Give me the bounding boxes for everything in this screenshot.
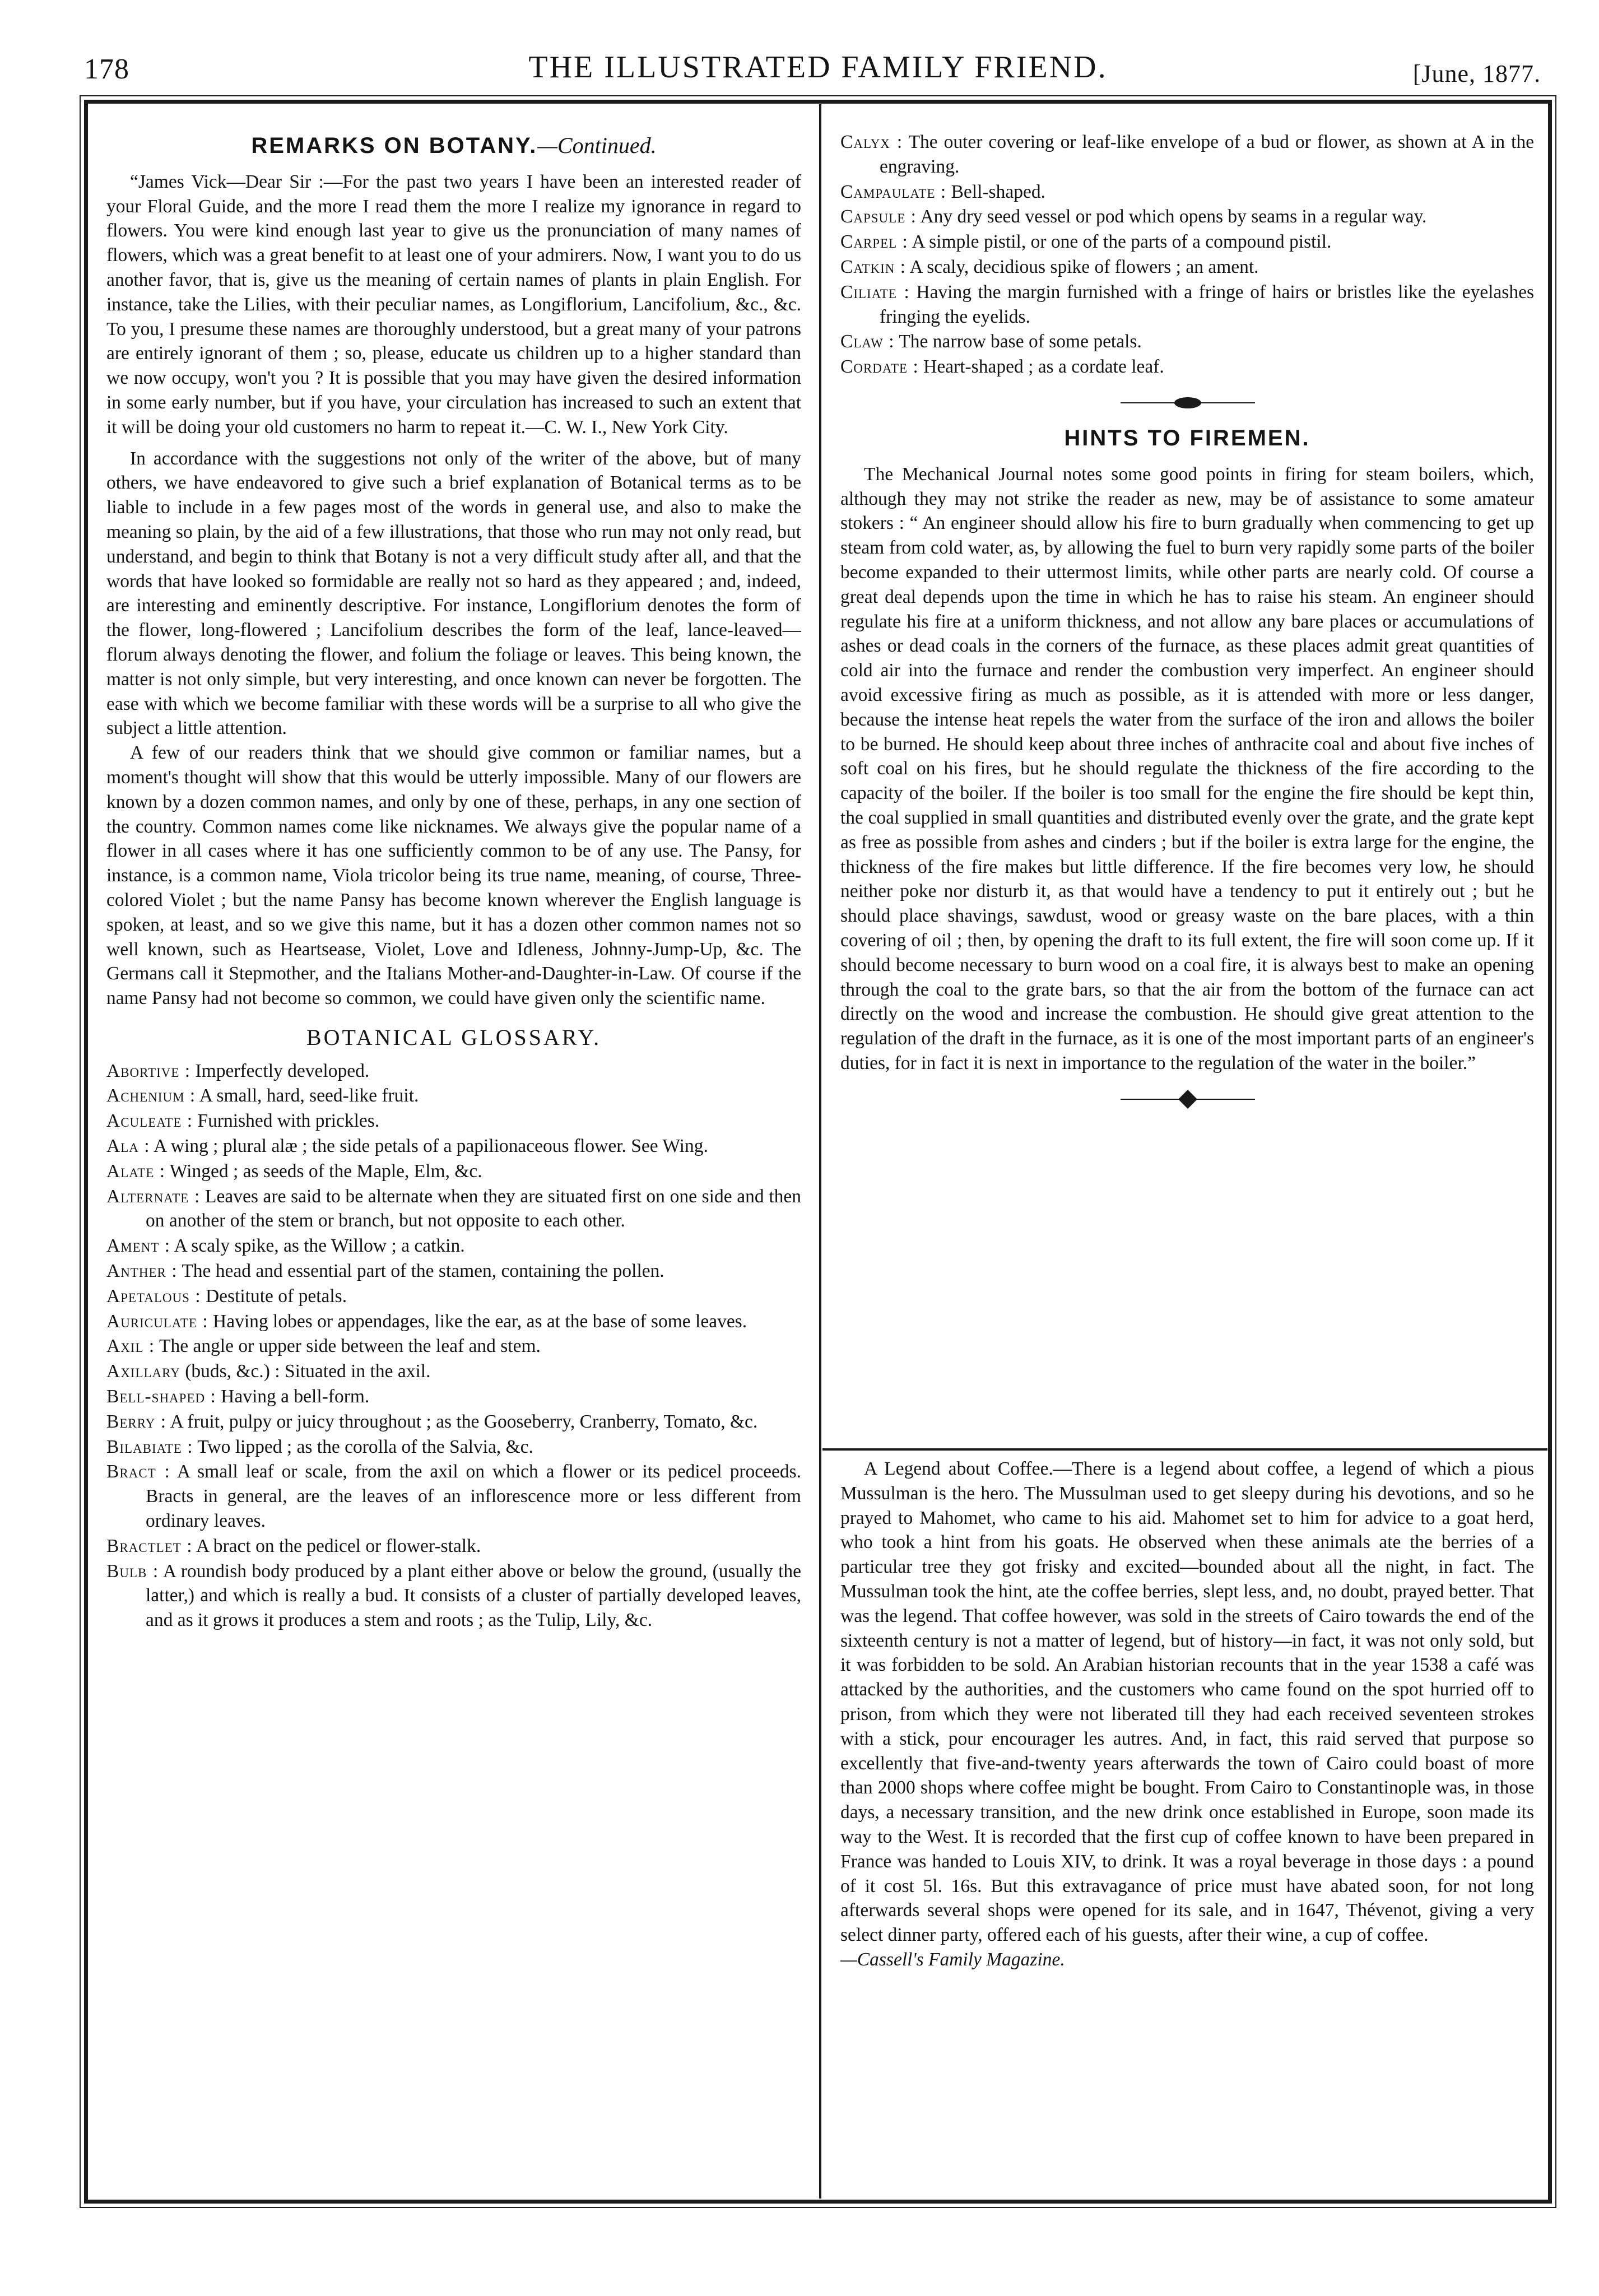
glossary-definition: Having a bell-form. (221, 1386, 370, 1407)
publication-title: THE ILLUSTRATED FAMILY FRIEND. (528, 50, 1108, 85)
glossary-entry (106, 1435, 801, 1460)
glossary-term: Anther : (106, 1261, 178, 1282)
glossary-list-right (840, 130, 1534, 379)
botany-heading-cont: —Continued. (537, 133, 657, 158)
glossary-entry (106, 1234, 801, 1258)
botany-heading-text: REMARKS ON BOTANY. (251, 133, 538, 158)
page-header (84, 46, 1552, 96)
glossary-term: Berry : (106, 1411, 167, 1432)
glossary-definition: Winged ; as seeds of the Maple, Elm, &c. (169, 1160, 482, 1182)
glossary-definition: A bract on the pedicel or flower-stalk. (196, 1535, 481, 1556)
glossary-entry (106, 1159, 801, 1184)
glossary-entry (106, 1109, 801, 1133)
coffee-source: —Cassell's Family Magazine. (840, 1949, 1065, 1970)
glossary-term: Abortive : (106, 1060, 191, 1081)
glossary-entry (106, 1309, 801, 1334)
glossary-definition: Heart-shaped ; as a cordate leaf. (923, 356, 1164, 378)
botany-heading (106, 133, 801, 159)
glossary-definition: A simple pistil, or one of the parts of a compound pistil. (912, 231, 1332, 253)
glossary-entry (840, 355, 1534, 379)
divider-ornament (1174, 397, 1201, 408)
glossary-definition: The head and essential part of the stamen, containing the pollen. (182, 1261, 664, 1282)
glossary-entry (106, 1284, 801, 1309)
glossary-term: Ala : (106, 1136, 150, 1157)
glossary-definition: Two lipped ; as the corolla of the Salvia, &c. (197, 1436, 533, 1457)
glossary-term: Alate : (106, 1160, 166, 1182)
glossary-entry (106, 1084, 801, 1108)
glossary-entry (106, 1134, 801, 1159)
glossary-entry (106, 1184, 801, 1234)
glossary-term: Claw : (840, 331, 895, 352)
glossary-term: Axillary (106, 1361, 180, 1382)
divider-ornament (1178, 1090, 1197, 1109)
glossary-term: Campaulate : (840, 181, 947, 202)
glossary-entry (106, 1259, 801, 1284)
ornament-divider (840, 387, 1534, 419)
firemen-paragraph: The Mechanical Journal notes some good points in firing for steam boilers, which, although they may not strike the reader as new, may be of assistance to some amateur stokers : “ An engineer should allow his fire to burn gradually when commencing to get up steam from cold water, as, by allowing the fuel to burn very rapidly some parts of the boiler become expanded to their uttermost limits, while other parts are nearly cold. Of course a great deal depends upon the time in which he has to raise his steam. An engineer should regulate his fire at a uniform thickness, and not allow any bare places or accumulations of ashes or dead coals in the corners of the furnace, as these places admit great quantities of cold air into the furnace and render the combustion very imperfect. An engineer should avoid excessive firing as much as possible, as it is attended with more or less danger, because the intense heat repels the water from the surface of the iron and allows the boiler to be burned. He should keep about three inches of anthracite coal and about five inches of soft coal on his fires, but he should regulate the thickness of the fire according to the capacity of the boiler. If the boiler is too small for the engine the fire should be kept thin, the coal supplied in small quantities and distributed evenly over the grate, and the grate kept as free as possible from ashes and cinders ; but if the boiler is extra large for the engine, the thickness of the fire makes but little difference. If the fire becomes very low, he should neither poke nor disturb it, as that would have a tendency to put it entirely out ; but he should place shavings, sawdust, wood or greasy waste on the bare places, with a thin covering of oil ; then, by opening the draft to its full extent, the fire will soon come up. If it should become necessary to burn wood on a coal fire, it is always best to make an opening through the coal to the grate bars, so that the air from the bottom of the furnace can act directly on the wood and increase the combustion. He should give great attention to the regulation of the draft in the furnace, as it is one of the most important parts of an engineer's duties, for in fact it is next in importance to the regulation of the water in the boiler.” (840, 463, 1534, 1073)
glossary-entry (840, 180, 1534, 204)
glossary-definition: A roundish body produced by a plant either above or below the ground, (usually the latter,) and which is really a bud. It consists of a cluster of partially developed leaves, and as it grows it produces a stem and roots ; as the Tulip, Lily, &c. (146, 1560, 801, 1631)
glossary-definition: Imperfectly developed. (195, 1060, 370, 1081)
glossary-term: Ament : (106, 1235, 171, 1257)
glossary-term: Bulb : (106, 1560, 159, 1582)
left-column (106, 130, 801, 2186)
glossary-entry (106, 1559, 801, 1633)
glossary-definition: A scaly spike, as the Willow ; a catkin. (174, 1235, 465, 1257)
glossary-term: Auriculate : (106, 1310, 208, 1332)
glossary-term: Alternate : (106, 1186, 201, 1207)
glossary-definition: A scaly, decidious spike of flowers ; an ament. (909, 256, 1259, 277)
glossary-term: Axil : (106, 1336, 155, 1357)
ornament-divider-2 (840, 1084, 1534, 1115)
letter-paragraph: “James Vick—Dear Sir :—For the past two years I have been an interested reader of your Floral Guide, and the more I read them the more I realize my ignorance in regard to flowers. You were kind enough last year to give us the pronunciation of many names of flowers, which was a great benefit to at least one of your admirers. Now, I want you to do us another favor, that is, give us the meaning of certain names of plants in plain English. For instance, take the Lilies, with their peculiar names, as Longiflorium, Lancifolium, &c., &c. To you, I presume these names are thoroughly understood, but a great many of your patrons are entirely ignorant of them ; so, please, educate us children up to a higher standard than we now occupy, won't you ? It is possible that you may have given the desired information in some early number, but if you have, your circulation has increased to such an extent that it will be doing your old customers no harm to repeat it.—C. W. I., New York City. (106, 171, 801, 438)
glossary-definition: Bell-shaped. (951, 181, 1045, 202)
glossary-list-left (106, 1059, 801, 1633)
section-rule (822, 1448, 1547, 1451)
glossary-term: Carpel : (840, 231, 908, 253)
glossary-definition: A fruit, pulpy or juicy throughout ; as the Gooseberry, Cranberry, Tomato, &c. (170, 1411, 758, 1432)
glossary-definition: The outer covering or leaf-like envelope of a bud or flower, as shown at A in the engraving. (880, 132, 1534, 177)
glossary-entry (840, 130, 1534, 179)
glossary-term: Aculeate : (106, 1110, 193, 1132)
glossary-term: Achenium : (106, 1085, 196, 1107)
glossary-definition: Leaves are said to be alternate when they are situated first on one side and then on another of the stem or branch, but not opposite to each other. (146, 1186, 801, 1231)
glossary-term: Calyx : (840, 132, 903, 152)
glossary-definition: (buds, &c.) : Situated in the axil. (185, 1361, 431, 1382)
glossary-term: Bell-shaped : (106, 1386, 216, 1407)
glossary-definition: A small, hard, seed-like fruit. (199, 1085, 419, 1107)
issue-date: [June, 1877. (1412, 60, 1541, 87)
glossary-definition: Any dry seed vessel or pod which opens by seams in a regular way. (920, 206, 1427, 227)
common-names-paragraph: A few of our readers think that we should give common or familiar names, but a moment's thought will show that this would be utterly impossible. Many of our flowers are known by a dozen common names, and only by one of these, perhaps, in any one section of the country. Common names come like nicknames. We always give the popular name of a flower in all cases where it has one sufficiently common to be of any use. The Pansy, for instance, is a common name, Viola tricolor being its true name, meaning, of course, Three-colored Violet ; but the name Pansy has become known wherever the English language is spoken, at least, and so we give this name, but it has a dozen other common names not so well known, such as Heartsease, Violet, Love and Idleness, Johnny-Jump-Up, &c. The Germans call it Stepmother, and the Italians Mother-and-Daughter-in-Law. Of course if the name Pansy had not become so common, we could have given only the scientific name. (106, 742, 801, 1009)
glossary-term: Apetalous : (106, 1285, 201, 1307)
glossary-entry (840, 204, 1534, 229)
glossary-definition: Furnished with prickles. (197, 1110, 380, 1132)
glossary-entry (840, 329, 1534, 354)
glossary-term: Bilabiate : (106, 1436, 193, 1457)
glossary-heading: BOTANICAL GLOSSARY. (306, 1024, 602, 1050)
glossary-definition: Having lobes or appendages, like the ear, as at the base of some leaves. (213, 1310, 747, 1332)
right-column-bottom (840, 1457, 1534, 2185)
glossary-entry (840, 280, 1534, 329)
coffee-paragraph: A Legend about Coffee.—There is a legend about coffee, a legend of which a pious Mussulman is the hero. The Mussulman used to get sleepy during his devotions, and so he prayed to Mahomet, who came to his aid. Mahomet set to him for advice to a goat herd, who took a hint from his goats. He observed when these animals ate the berries of a particular tree they got frisky and excited—bounded about all the night, in fact. The Mussulman took the hint, ate the coffee berries, slept less, and, no doubt, prayed better. That was the legend. That coffee however, was sold in the streets of Cairo towards the end of the sixteenth century is not a matter of legend, but of history—in fact, it was not only sold, but it was forbidden to be sold. An Arabian historian recounts that in the year 1538 a café was attacked by the authorities, and the customers who came found on the spot hurried off to prison, from which they were not liberated till they had each received seventeen strokes with a stick, pour encourager les autres. And, in fact, this raid served that purpose so excellently that five-and-twenty years afterwards the town of Cairo could boast of more than 2000 shops where coffee might be bought. From Cairo to Constantinople was, in those days, a necessary transition, and the new drink once established in Europe, soon made its way to the West. It is recorded that the first cup of coffee known to have been prepared in France was handed to Louis XIV, to drink. It was a royal beverage in those days : a pound of it cost 5l. 16s. But this extravagance of price must have abated soon, for not long afterwards several shops were opened for its sale, and in 1647, Thévenot, giving a very select dinner party, offered each of his guests, after their wine, a cup of coffee. (840, 1458, 1534, 1946)
glossary-entry (106, 1059, 801, 1084)
glossary-term: Capsule : (840, 206, 917, 227)
column-rule (819, 104, 821, 2199)
glossary-definition: The angle or upper side between the leaf and stem. (159, 1336, 541, 1357)
spacer (106, 440, 801, 447)
glossary-entry (106, 1384, 801, 1409)
glossary-definition: Destitute of petals. (205, 1285, 347, 1307)
reply-paragraph: In accordance with the suggestions not only of the writer of the above, but of many others, we have endeavored to give such a brief explanation of Botanical terms as to be liable to include in a few pages most of the words in general use, and also to make the meaning so plain, by the aid of a few illustrations, that those who run may not only read, but understand, and begin to think that Botany is not a very difficult study after all, and that the words that have looked so formidable are really not so hard as they appeared ; and, indeed, are interesting and eminently descriptive. For instance, Longiflorium denotes the form of the flower, long-flowered ; Lancifolium describes the form of the leaf, lance-leaved—florum always denoting the flower, and folium the foliage or leaves. This being known, the matter is not only simple, but very interesting, and once known can never be forgotten. The ease with which we become familiar with these words will be a surprise to all who give the subject a little attention. (106, 448, 801, 739)
right-column-top (840, 130, 1534, 1441)
glossary-entry (106, 1460, 801, 1533)
glossary-entry (106, 1410, 801, 1434)
glossary-entry (106, 1359, 801, 1384)
glossary-term: Ciliate : (840, 281, 910, 303)
glossary-term: Cordate : (840, 356, 919, 378)
glossary-definition: A wing ; plural alæ ; the side petals of a papilionaceous flower. See Wing. (154, 1136, 708, 1157)
glossary-entry (840, 230, 1534, 254)
firemen-heading: HINTS TO FIREMEN. (1064, 425, 1310, 450)
glossary-definition: A small leaf or scale, from the axil on which a flower or its pedicel proceeds. Bracts in general, are the leaves of an inflorescence more or less different from ordinary leaves. (146, 1461, 801, 1532)
glossary-term: Bractlet : (106, 1535, 193, 1556)
glossary-term: Catkin : (840, 256, 907, 277)
page-number: 178 (84, 53, 129, 85)
glossary-term: Bract : (106, 1461, 170, 1482)
glossary-entry (106, 1534, 801, 1559)
glossary-entry (106, 1334, 801, 1359)
glossary-definition: Having the margin furnished with a fringe of hairs or bristles like the eyelashes fringing the eyelids. (880, 281, 1534, 327)
glossary-definition: The narrow base of some petals. (899, 331, 1142, 352)
glossary-entry (840, 255, 1534, 280)
